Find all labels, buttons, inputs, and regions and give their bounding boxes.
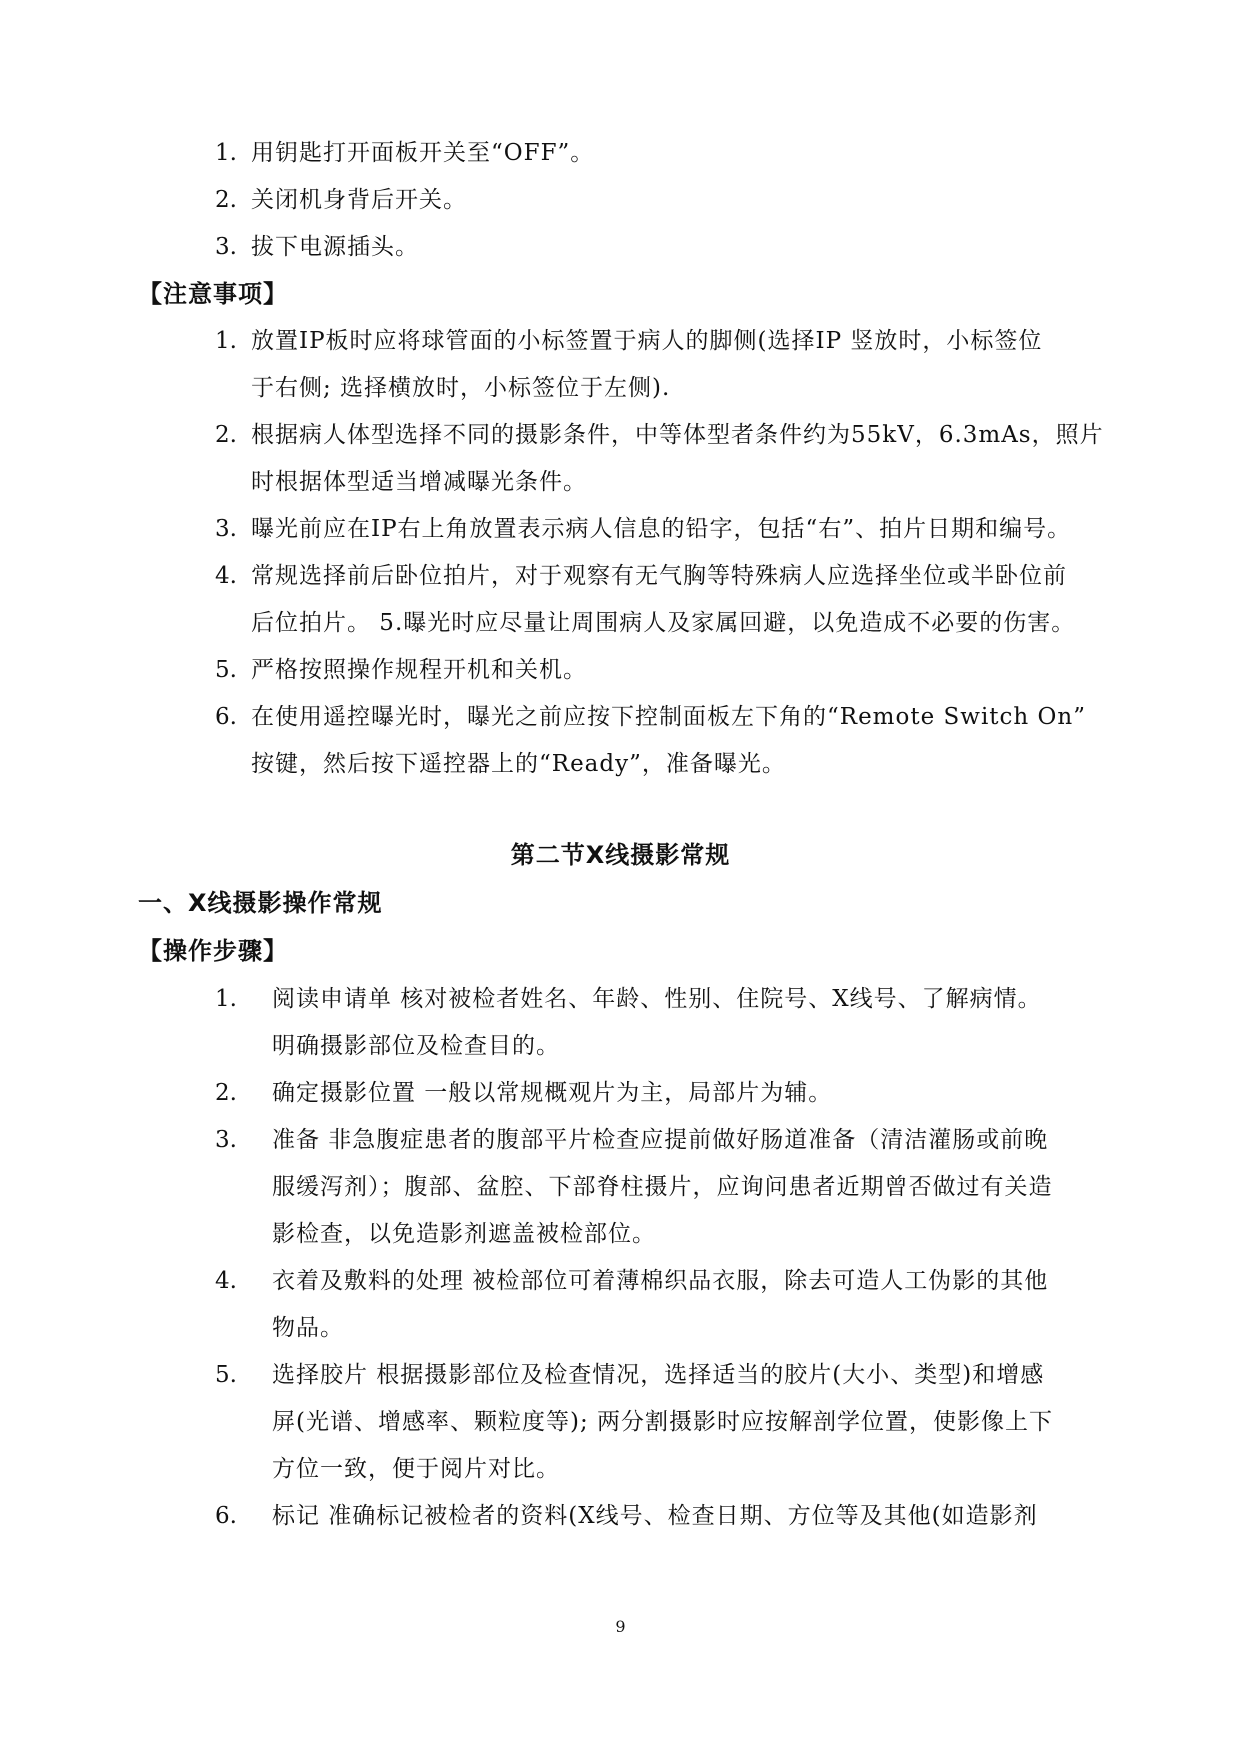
step-number: 4. [215,1268,237,1294]
list-number: 2. [215,187,237,213]
list-item-text: 关闭机身背后开关。 [251,187,467,213]
step-number: 6. [215,1503,237,1529]
step-line: 明确摄影部位及检查目的。 [272,1033,560,1059]
note-number: 1. [215,328,237,354]
step-line: 衣着及敷料的处理 被检部位可着薄棉织品衣服，除去可造人工伪影的其他 [272,1268,1049,1294]
note-line: 按键，然后按下遥控器上的“Ready”，准备曝光。 [251,751,786,777]
step-number: 1. [215,986,237,1012]
notes-heading: 【注意事项】 [138,280,288,308]
section-title: 第二节X线摄影常规 [510,841,731,869]
step-number: 3. [215,1127,237,1153]
step-line: 标记 准确标记被检者的资料(X线号、检查日期、方位等及其他(如造影剂 [272,1503,1038,1529]
step-line: 服缓泻剂）；腹部、盆腔、下部脊柱摄片，应询问患者近期曾否做过有关造 [272,1174,1053,1200]
note-number: 5. [215,657,237,683]
subsection-title: 一、X线摄影操作常规 [138,889,383,917]
list-item-text: 拔下电源插头。 [251,234,419,260]
step-line: 方位一致，便于阅片对比。 [272,1456,560,1482]
page-number: 9 [615,1617,626,1636]
note-line: 曝光前应在IP右上角放置表示病人信息的铅字，包括“右”、拍片日期和编号。 [251,516,1072,542]
note-line: 在使用遥控曝光时，曝光之前应按下控制面板左下角的“Remote Switch On” [251,704,1086,730]
note-line: 严格按照操作规程开机和关机。 [251,657,587,683]
step-line: 影检查，以免造影剂遮盖被检部位。 [272,1221,656,1247]
note-number: 4. [215,563,237,589]
note-number: 6. [215,704,237,730]
note-line: 时根据体型适当增减曝光条件。 [251,469,587,495]
note-line: 常规选择前后卧位拍片，对于观察有无气胸等特殊病人应选择坐位或半卧位前 [251,563,1067,589]
step-number: 5. [215,1362,237,1388]
step-number: 2. [215,1080,237,1106]
note-number: 3. [215,516,237,542]
step-line: 准备 非急腹症患者的腹部平片检查应提前做好肠道准备（清洁灌肠或前晚 [272,1127,1049,1153]
note-line: 根据病人体型选择不同的摄影条件，中等体型者条件约为55kV，6.3mAs，照片 [251,422,1104,448]
step-line: 阅读申请单 核对被检者姓名、年龄、性别、住院号、X线号、了解病情。 [272,986,1042,1012]
steps-heading: 【操作步骤】 [138,937,288,965]
list-number: 1. [215,140,237,166]
note-number: 2. [215,422,237,448]
step-line: 屏(光谱、增感率、颗粒度等); 两分割摄影时应按解剖学位置，使影像上下 [272,1409,1054,1435]
step-line: 物品。 [272,1315,344,1341]
note-line: 放置IP板时应将球管面的小标签置于病人的脚侧(选择IP 竖放时，小标签位 [251,328,1043,354]
note-line: 于右侧; 选择横放时，小标签位于左侧). [251,375,671,401]
list-item-text: 用钥匙打开面板开关至“OFF”。 [251,140,595,166]
note-line: 后位拍片。 5.曝光时应尽量让周围病人及家属回避，以免造成不必要的伤害。 [251,610,1076,636]
step-line: 确定摄影位置 一般以常规概观片为主，局部片为辅。 [272,1080,833,1106]
list-number: 3. [215,234,237,260]
step-line: 选择胶片 根据摄影部位及检查情况，选择适当的胶片(大小、类型)和增感 [272,1362,1045,1388]
